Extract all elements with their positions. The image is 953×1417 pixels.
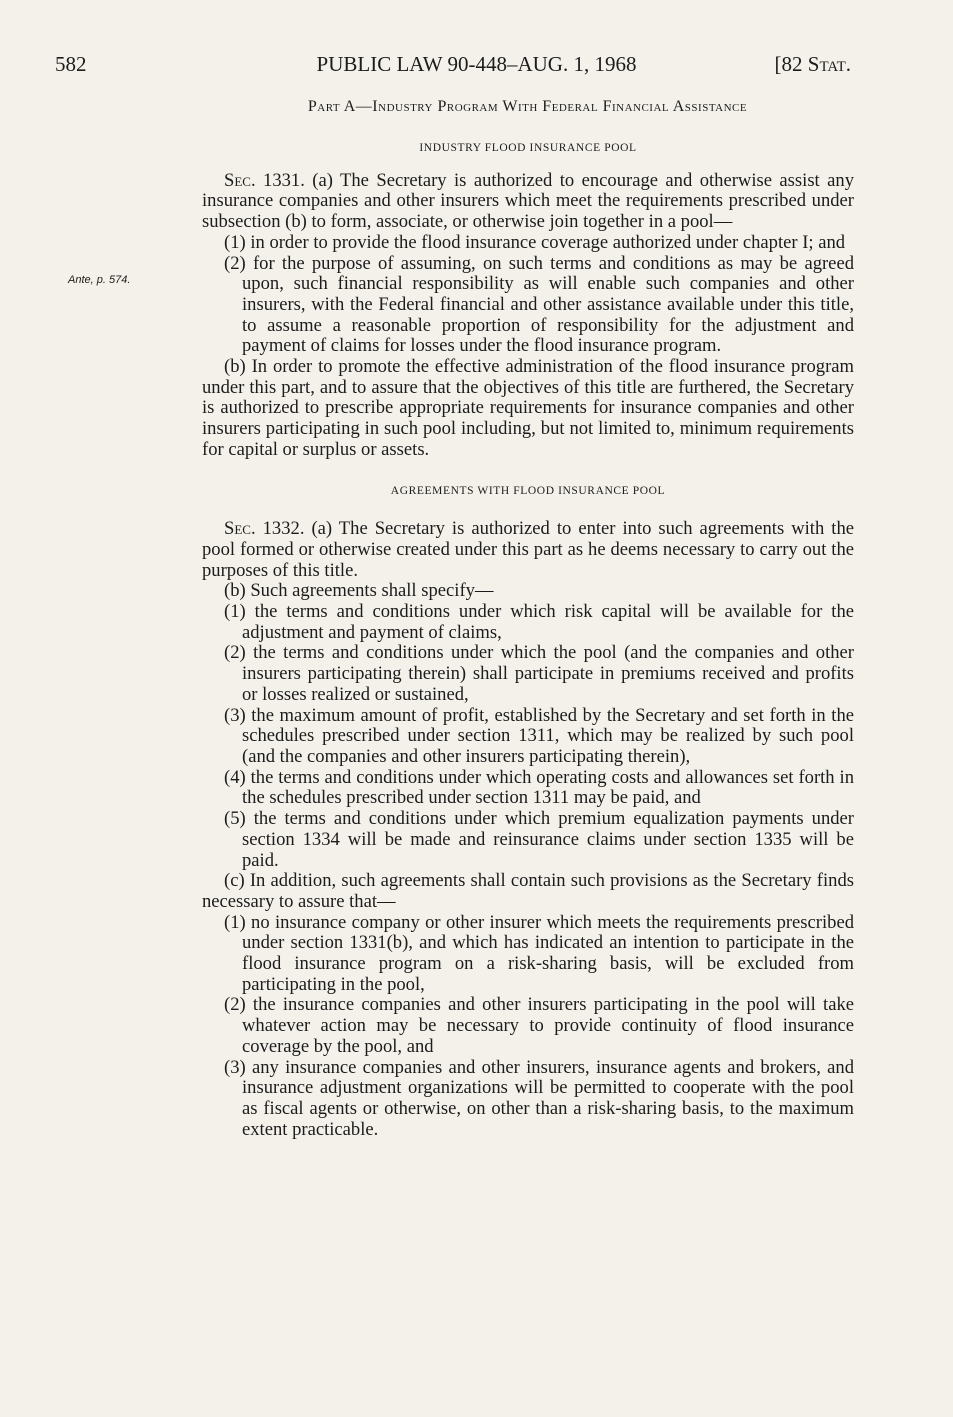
page-header [0, 52, 953, 82]
section-1331-intro [202, 171, 854, 233]
section-1331-para-b: (b) In order to promote the effective administration of the flood insurance program under this part, and to assure that the objectives of this title are furthered, the Secretary is authorized to prescribe appropriate requirements for insurance companies and other insurers participating in such pool including, but not limited to, minimum requirements for capital or surplus or assets. [202, 356, 854, 460]
section-1331-intro-text: 1331. (a) The Secretary is authorized to encourage and otherwise assist any insurance companies and other insurers which meet the requirements prescribed under subsection (b) to form, associate, or otherwise join together in a pool— [202, 169, 854, 233]
part-title: Part A—Industry Program With Federal Financial Assistance [307, 98, 748, 115]
section-1332-b-item: (5) the terms and conditions under which premium equalization payments under section 1334 will be made and reinsurance claims under section 1335 will be paid. [224, 808, 854, 871]
section-1332-b-item: (4) the terms and conditions under which operating costs and allowances set forth in the schedules prescribed under section 1311 may be paid, and [224, 766, 854, 809]
statute-reference-prefix: [82 [774, 52, 808, 76]
section-1331-item: (1) in order to provide the flood insurance coverage authorized under chapter I; and [224, 231, 846, 253]
body-text [202, 128, 854, 1140]
section-1331-item: (2) for the purpose of assuming, on such terms and conditions as may be agreed upon, such financial responsibility as will enable such companies and other insurers, with the Federal financial and other assistance available under this title, to assume a reasonable proportion of responsibility for the adjustment and payment of claims for losses under the flood insurance program. [224, 252, 854, 357]
section-1332-para-a-text: 1332. (a) The Secretary is authorized to enter into such agreements with the pool formed or otherwise created under this part as he deems necessary to carry out the purposes of this title. [202, 518, 854, 581]
section-label: Sec. [224, 518, 256, 540]
section-label: Sec. [224, 169, 256, 191]
section-1332-para-a [202, 519, 854, 581]
section-1331-caption: INDUSTRY FLOOD INSURANCE POOL [419, 142, 637, 154]
section-1332-b-item: (1) the terms and conditions under which risk capital will be available for the adjustment and payment of claims, [224, 601, 854, 643]
section-1332-para-b-intro: (b) Such agreements shall specify— [224, 580, 494, 602]
margin-note: Ante, p. 574. [68, 274, 131, 286]
section-1332-c-item: (1) no insurance company or other insurer which meets the requirements prescribed under section 1331(b), and which has indicated an intention to participate in the flood insurance program on a risk-sharing basis, will be excluded from participating in the pool, [224, 911, 854, 995]
section-1332-c-item: (3) any insurance companies and other insurers, insurance agents and brokers, and insurance adjustment organizations will be permitted to cooperate with the pool as fiscal agents or otherwise, on other than a risk-sharing basis, to the maximum extent practicable. [224, 1056, 854, 1140]
section-1332-b-item: (2) the terms and conditions under which the pool (and the companies and other insurers participating therein) shall participate in premiums received and profits or losses realized or sustained, [224, 642, 854, 705]
page-number: 582 [55, 52, 87, 76]
section-1332-c-item: (2) the insurance companies and other insurers participating in the pool will take whatever action may be necessary to provide continuity of flood insurance coverage by the pool, and [224, 994, 854, 1057]
section-1332-caption: AGREEMENTS WITH FLOOD INSURANCE POOL [390, 484, 666, 497]
statute-reference [775, 52, 851, 77]
statute-reference-word: Stat. [807, 52, 851, 76]
section-1332-para-c-intro: (c) In addition, such agreements shall contain such provisions as the Secretary finds necessary to assure that— [202, 870, 854, 912]
section-1332-b-item: (3) the maximum amount of profit, established by the Secretary and set forth in the schedules prescribed under section 1311, which may be realized by such pool (and the companies and other insurers participating therein), [224, 704, 854, 767]
running-title: PUBLIC LAW 90-448–AUG. 1, 1968 [316, 52, 637, 76]
